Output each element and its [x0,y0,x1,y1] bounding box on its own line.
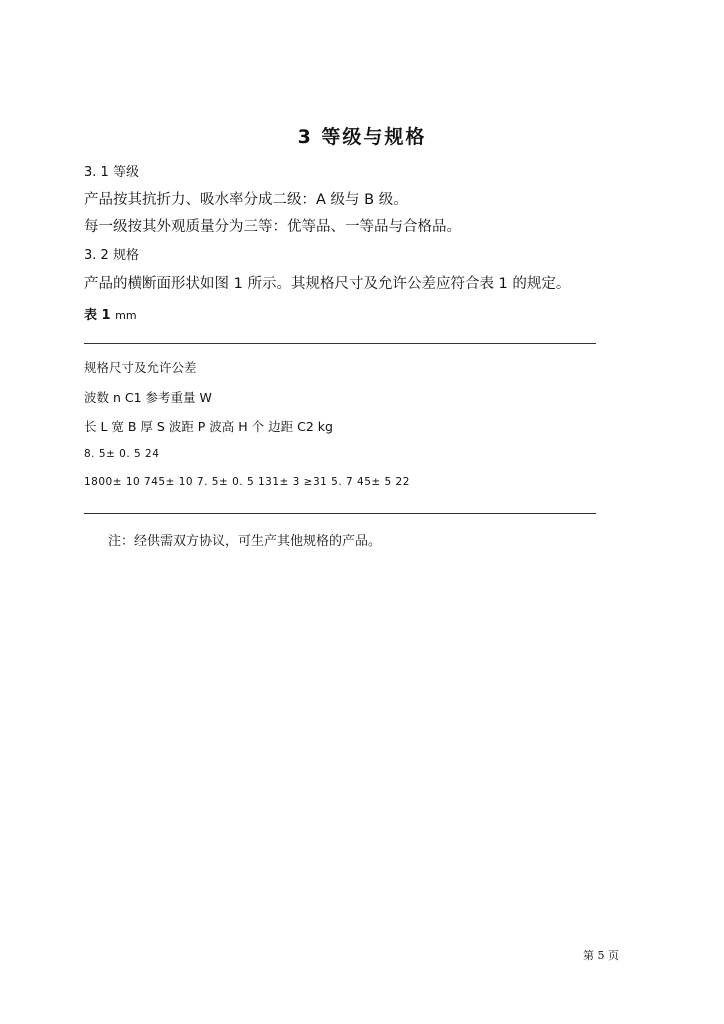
subsection-heading-grades: 3. 1 等级 [84,165,139,180]
table-label: 表 1 [84,308,111,323]
paragraph-specs: 产品的横断面形状如图 1 所示。其规格尺寸及允许公差应符合表 1 的规定。 [84,276,571,292]
table-caption [84,304,137,323]
paragraph-grade-classification: 产品按其抗折力、吸水率分成二级：A 级与 B 级。 [84,192,408,208]
paragraph-quality-levels: 每一级按其外观质量分为三等：优等品、一等品与合格品。 [84,219,461,235]
table-row: 8. 5± 0. 5 24 [84,448,160,460]
table-row: 1800± 10 745± 10 7. 5± 0. 5 131± 3 ≥31 5. 7 45± 5 22 [84,476,410,488]
table-header-row-1: 规格尺寸及允许公差 [84,360,197,375]
subsection-heading-specs: 3. 2 规格 [84,248,139,263]
table-header-row-3: 长 L 宽 B 厚 S 波距 P 波高 H 个 边距 C2 kg [84,419,333,434]
section-title: 3 等级与规格 [297,126,427,148]
table-unit: mm [115,309,137,322]
table-note: 注：经供需双方协议，可生产其他规格的产品。 [108,534,382,549]
table-header-row-2: 波数 n C1 参考重量 W [84,390,212,405]
page-number: 第 5 页 [583,949,619,962]
table-top-rule [84,343,596,344]
table-bottom-rule [84,513,596,514]
